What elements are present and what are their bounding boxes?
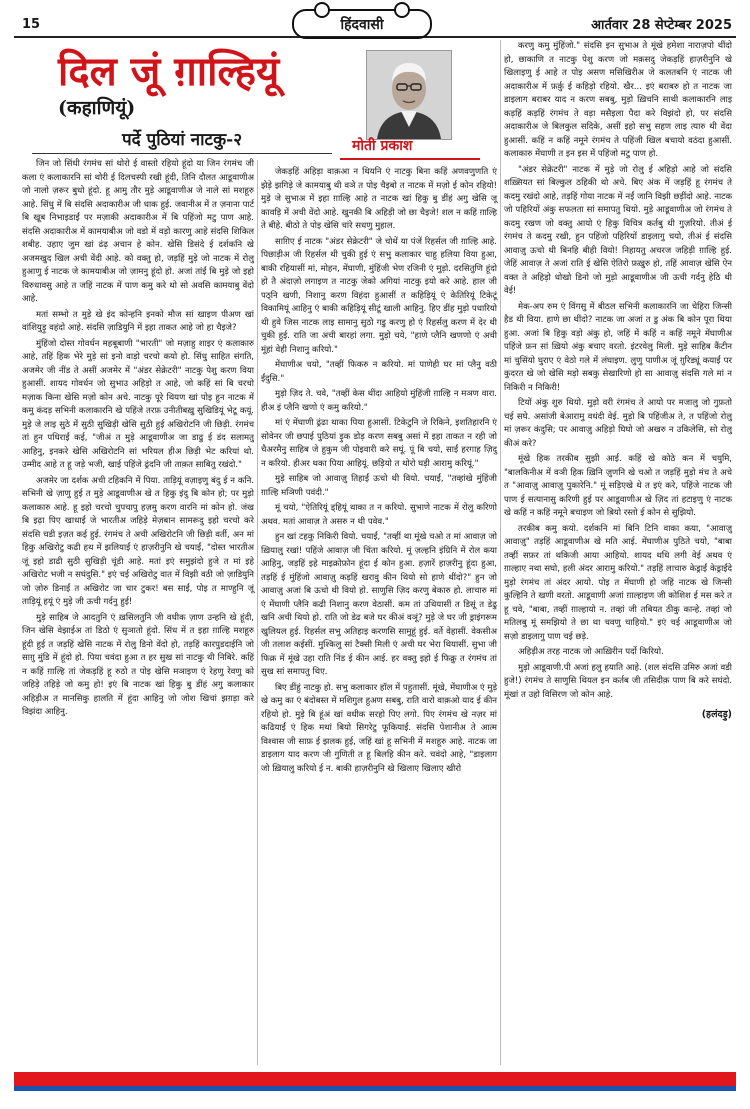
paragraph: तरकीब कमु कयो. दर्शकनि मां बिनि टिनि वाका कया, "आवाज़ु आवाज़ु" तड़हिं आडूवाणीअ खे मति आई. मेंघाणीअ पुठिते चयो, "बाबा तव्हीं सफ़र तां थकिजी आया आहियो. शायद थधि लगी वेई अथव एं ग़ाल्हाए नथा सघो, हली अंदर आरामु करियो." तड़हिं लाचारु केड्राईं केड्राईंदे मुड़ो रंगमंच तां अंदर आयो. पोइ त मेंघाणी हो जहिं नाटक खे जिन्सी कुल्हिनि ते खणी वरतो. आडूवाणी अजां ग़ाल्हाइण जी कोशिश ई मस करे त हू चवे, "बाबा, तव्हीं ग़ाल्हायो न. तव्हां जी तबियत ठीकु कान्हे. तव्हां जो मतिलबु मूं समझियो ते छा था चवणु चाहियो." इएं चई आडूवाणीअ जो सज़ो डाइलागु पाण चई छड़े. <box>504 523 732 642</box>
paragraph: मुड़े साहिब जे आदतुनि एं ख़सिलतुनि जी वधीक ज़ाण उन्हनि खे हूंदी, जिन खेसि वेझाईअ तां डिठो एं सुञातो हूंदो. सिंध में त इहा ग़ाल्हि मशहूरु हूंदी हुई त जड़हिं खेसि नाटक में रोलु डिनो वेंदो हो, तड़हिं कारपुडदाईनि जो साग़ु मुंडि में हूंदो हो. पिया चवंदा हुआ त हर सुख सां नाटकु थी निबिरे. कहिं न कहिं ग़ाल्हि तां जेकड़हिं हू रुठो त पोइ खेसि मञाइण एं रेहणु रेवणु को जहिड़े तहिड़े जो कमु हो! इएं बि नाटक खां हिकु बु डींहं अगु कलाकार अहिड़ीअ त मानसिकु हालति में हूंदा आहिनु जो जोश खिचां झग़ड़ा करे विझंदा आहिनु. <box>22 612 254 717</box>
paragraph: जेकड़हिं अहिड़ा वाक़आ न थियनि एं नाटकु बिना कहिं अणवणुणति एं झेड़े झगिड़े जे कामयाबु थी वञे त पोइ चैइबो त नाटक में मज़ो ई कोन रहियो! मुड़े जे सुभाअ में इहा ग़ाल्हि आहे त नाटक खां हिकु बु डींहं अगु खेसि जू कावड़ि में अची वेंदो आहे. खुनकी बि अहिड़ी जो छा चैइजे! शल न कहिं ग़ाल्हि ते बीहे. बीठो ते पोइ खेसि चांरे सधणु मुहाल. <box>261 167 497 231</box>
paragraph: मेक-अप रुम एं विंगसु में बीठल सभिनी कलाकारनि जा चेहिरा जिन्सी हैड थी विया. हाणे छा थींदो? नाटक जा अजां त डु अंक बि कोन पूरा थिया हुआ. अजां बि हिकु वड़ो अंकु हो, जहिं में कहिं न कहिं नमूने मेंघाणीअ पहिंजे फ़न सां ख़ियो अंकु बचाए वरतो. इंटरवेलु मिली. मुड़े साहिब कैंटीन मां चुसिंयो घुराए एं वेठो गले में लंघाइण. लुणु पाणीअ जूं ग़ुरिड्यूं कयाईं पर कुदरत खे जो खेसि मड़ो सबकु सेखारिणो हो सा आवाज़ु संदसि गले मां न निकिरी न निकिरी! <box>504 301 732 393</box>
paragraph: मुड़ो आडूवाणी.पी अजां हलु हयाति आहे. (शल संदसि उमिरु अजां वडी हुजे!) रंगमंच ते साणुसि थियल इन कर्तब जी तसिदीक़ पाण बि करे सघंदो. मूंखां त उहो विसिरण जो कोन आहे. <box>504 662 732 700</box>
paragraph: मतां सम्भो त मुड़े खे इंद कोन्हनि इनको मौज सां खाइण पीअण खां वांशियुड़ु वहंदो आहे. संदसि ज़ाडियुनि में इहा ताकत आहे जो हा चैइजे? <box>22 309 254 333</box>
article-signature: (हलंदड़ु) <box>701 709 732 720</box>
author-underline <box>340 158 480 160</box>
heading-rule <box>32 153 332 154</box>
paragraph: मुड़ो ज़िद ते. चवे, "तव्हीं केस थींदा आहियो मुंहिंजी ग़ाल्हि न मञण वारा. हीअ इं प्लैनि खणो एं कमु करियो." <box>261 389 497 413</box>
paragraph: मूं चयो, "ऐतिरियूं ड्हियूं थाका त न करियो. सुभाणे नाटक में रोलु करिणो अथव. मतां आवाज़ ते असरु न थी पवेव." <box>261 503 497 527</box>
paragraph: "अंडर सेक्रेटरी" नाटक में मुड़े जो रोलु ई अहिड़ो आहे जो संदसि शख़्सियत सां बिल्कुल ठहिकी थो अचे. बिए अंक में जड़हिं हू रंगमंच ते कदमु रखंदो आहे, तड़हिं गोया नाटक में नईं जानि विझी छड़ींदो आहे. नाटक जो पहिरियों अंकु सफलता सां समापतु थियो. मुड़े आडूवाणीअ जो रंगमंच ते कदमु रखण जो वक्तु आयो एं हिकु विचित्र कर्तबु थी गुज़रियो. तीअं ई रंगमंच ते कदमु रखी, हुन पहिंजो पहिरियों डाइलागु चयो, तीअं ई संदसि आवाज़ु ऊचो थी बिनहि बीही वियो! निहायतु अचरज जहिड़ी ग़ाल्हि हुई. जेहिं आवाज़ ते अजां राति ई खेसि ऐतिरो फ़ख़ुरु हो, तहिं आवाज़ खेसि ऐन वक्त ते अहिड़ो धोखो डिनो जो मुड़ो आडूवाणीअ जी ऊची गर्दनु हेठि थी वेई! <box>504 164 732 296</box>
article-column-3 <box>504 40 732 722</box>
masthead-text: हिंदवासी <box>340 16 384 33</box>
masthead-logo <box>292 9 432 39</box>
article-title: दिल जूं ग़ाल्हियूं <box>58 48 280 95</box>
article-subtitle: (कहाणियूं) <box>58 97 136 119</box>
column-divider <box>257 160 258 1065</box>
author-name: मोती प्रकाश <box>352 138 413 154</box>
article-column-1 <box>22 158 254 722</box>
paragraph: मूंखे हिक तरकीब सुझी आई. कहिं खे कोठे कन में चयुमि, "बालकिनीअ में वञी हिक ख़िनि ज़ुणनि खे चओ त जड़हिं मुड़ो मंच ते अचे त "आवाज़ु आवाज़ु पुकारेनि." मूं सड़िएखे थे त इएं करे, पहिंजे नाटक जी पाण ई सत्यानासु करिणी हुई पर आडूवाणीअ खे ज़िद तां हटाइणु एं नाटक खे कहिं न कहिं नमूने बचाइण जो ब़ियो रस्तो ई कोन से सुझियो. <box>504 454 732 518</box>
paragraph: टियों अंकु शुरु थियो. मुड़ो वरी रंगमंच ते आयो पर मजालु जो गुफ़तो चई सघे. असांजी बेआरामु वधंदी वेई. मुड़ो बि पहिंजीअ ते, त पहिंजो रोलु मां ज़रूर कंदुसि; पर आवाज़ु अहिड़ो घिघो जो अखरु न उकिलेसि, सो रोलु कीअं करे? <box>504 398 732 449</box>
paragraph: हुन खां टहकु निकिरी वियो. चयाईं, "तव्हीं था मूंखे चओ त मां आवाज़ जो ख़ियालु रखां! पहिंजे आवाज़ जी चिंता करियो. मूं ज़ल्हनि इंग्रिनि में रोल कया आहिनु, जड़हिं इहे माइक्रोफ़ोन हूंदा ई कोन हुआ. हज़ारें हाज़रीनु हूंदा हुआ, तड़हिं ई मुंहिंजो आवाज़ु कड़हिं खरावु कीन थियो सो हाणे थींदो?" हुन जो आवाज़ु अजां बि ऊचो थी वियो हो. साणुसि ज़िद करणु बेकारु हो. लाचारु मां एं मेंघाणी प्लैनि कढी निशानु करण वेठासीं. कम तां उथियासीं त डिसूं त डेढु खनि अची थियो हो. राति जो डेढ बजे घर कीअं वञूं? मुड़े जे घर जी ड्राइंगरूम खुलियल हुई. रिहर्सल सभु अतिहाइ करणसि सामुहूं हुई. वर्ते वेहासीं. वेकसीअ जी तलाश कईसीं. मुश्किलु सां टैक्सी मिली एं अची घर भेरा थियासीं. सुभा जी फिक्र में मूंखे उहा राति निंड ई कीन आई. हर वक्तु इहो ई फिक्रु त रंगमंच तां सुख सां समापतु थिए. <box>261 532 497 677</box>
section-heading: पर्दे पुठियां नाटकु-२ <box>121 130 243 150</box>
paragraph: मेंघाणीअ चयो, "तव्हीं फिकरु न करियो. मां पाणेही घर मां प्लैनु वठी ईंदुसि." <box>261 360 497 384</box>
paragraph: जिन जो सिंधी रंगमंच सां थोरो ई वास्तो रहियो हूंदो या जिन रंगमंच जी कला एं कलाकारनि सां थोरी ई दिलचस्पी रखी हूंदी, तिनि दौलत आडूवाणीअ जो नालो ज़रूर बुधो हूंदो. हू आमु तौर मुड़े आडूवाणीअ जे नाले सां मशहूरु आहे. सिंधु में बि संदसि अदाकारीअ जी धाक हुई. जवानीअ में त ज़नाना पार्ट बि खूब निभाइडाईं पर मज़ाकी अदाकारीअ में बि पहिंजो मटु पाण आहे. संदसि अदाकारीअ में कामयाबीअ जो वडो में वड़ो कारणु आहे संदसि शिकिल शबीह. उहाए जुम खां ढंढ़ अचान हे कोन. खेसि डिसंदे ई दर्शकनि खे अजमखुद खिल अची वेंदी आहे. को वक्तु हो, जड़हिं मुड़े जो नाटक में रोलु हुआणु ई नाटक जे कामयाबीअ जो ज़ामनु हूंदो हो. अजां तांईं बि मुड़े जो इहो विरुधावसु आहे त जहिं नाटक में पाण कमु करे थो सो अवसि कामयाबु वेंदो आहे. <box>22 159 254 304</box>
paragraph: मुड़े साहिब जो आवाज़ु तिहाईं ऊचो थी वियो. चयाईं, "तव्हांखे मुंहिंजी ग़ाल्हि मञिणी पवंदी." <box>261 474 497 498</box>
paragraph: मुंहिंजो दोस्त गोवर्धन महबूबाणी "भारती" जो मज़ाहु शाइर एं कलाकारु आहे, तहिं हिक भेरे मुड़े सां इनो वाड़ो चरचो कयो हो. सिंधु साहित संगति, अजमेर जी नींड ते असीं अजमेर में "अंडर सेक्रेटरी" नाटकु पेशु करण विया हुआसीं. शायद गोवर्धन जो सुभाउ अहिड़ो त आहे, जो कहिं सां बि चरचो मज़ाक किना खेसि मज़ो कोन अचे. नाटकु पूरे थियण खां पोइ हुन नाटक में कमु कंदड़ सभिनी कलाकारनि खे पहिंजे तरफ़ उनीतीबख़ु सुखिडियूं भेटू कयूं. मुड़े जे लाइ सुठे में सुठी सुखिड़ी खेसि सुठी हुई अखिरोटनि जी छिड़ी. रंगमंच तां हुन पधिराईं कई, "जीअं त मुड़े आडूवाणीअ जा डाढु ई डंद सलामतु आहिनु, इनकरे खेसि अखिरोटनि सां भरियल हीअ छिड़ी भेट करियां थो. उम्मीद आहे त हू जड़े भजी, खाई पहिंजे ढ्रंदनि जी ताक़त साबितु रखंदो." <box>22 338 254 470</box>
page-number: 15 <box>22 17 41 32</box>
column-divider <box>500 40 501 1065</box>
paragraph: अहिड़ीअ तरह नाटक जो आख़िरीन पर्दो किरियो. <box>518 647 664 657</box>
paragraph: साग़िए ई नाटक "अंडर सेक्रेटरी" जे चोथें या पंजें रिहर्सल जी ग़ाल्हि आहे. पिछाड़ीअ जी रिहर्सल थी चुकी हुई एं सभु कलाकार चाहु हलिया विया हुआ, बाकी रहियासीं मां, मोहन, मेंघाणी, मुंहिंजी भेण रजिनी एं मुड़ो. दरसितुणि हूंदो हो तै अंदाज़ो लगाइण त नाटकु जेको अगियां नाटकु इयो करे आहे. हाल जी पठ्नि खणी, निशानु करण विहंदा हुआसीं त कहिड़ियूं एं केतिरियूं टिकेटूं विकामियूं आहिनु एं बाकी कहिड़ियूं सीटूं खाली आहिनु. हिए डींह मुड़ो पधारियो थी हुवे जिस नाटक लाइ सामानु सुठो गडु करणु हो एं रिहर्सलु करण में देर थी चुकी हुई. राति जा अची बारहां लगा. मुड़ो चये, "हाणे प्लैनि खणणो एं अची मूंहां वेही निशानु करियो." <box>261 236 497 355</box>
logo-ornament-icon <box>314 2 330 18</box>
article-column-2 <box>261 166 497 778</box>
paragraph: अजमेर जा दर्शक अची टहिकनि में पिया. ताड़ियूं वज़ाइणु बंदु ई न कनि. सभिनी खे ज़ाणु हुई त मुड़े आडूवाणीअ खे त हिकु इंदु बि कोन हो; पर मुड़ो कलाकारु आहे. हू इहो चरचो चुपचापु हज़मु करण वारनि मां कोन हो. जंख बि इढ़ा पिए खाधाईं जे भारतीअ जहिड़े मेज़बान सामरूदु इहो चरचो करे संदसि चडी इज़त कई हुई. रंगमंच ते अची अखिरोटनि जी छिड़ी वर्ती, अन मां हिकु अखिरोटु कढी हथ में झलियाईं एं हाज़रीनुनि खे चयाईं, "दोस्त भारतीअ जूं इहो डाढी सुठी सुखिड़ी चूंडी आहे. मतां इएं समुझंदो हुजे त मां इहे अखिरोट भजी न सघंदुसि." इएं चई अखिरोटु वात में विझी वठी जो ज़ाडियुनि जो ज़ोरु डिनाईं त अखिरोट जा चार टुकर! बस साईं, पोइ त माण्हुनि जूं ताड़ियूं हयूं एं मुड़े जी ऊची गर्दनु हुई! <box>22 475 254 607</box>
paragraph: मां एं मेंघाणी ढ्रंढा थाका पिया हुआसीं. टिकेटुनि जे रिकिने, इशतिहारनि एं सोवेनर जी छपाई पुठियां ड़ुक डोड़ करण सबबु असां में इहा ताकत न रही जो चैअरमैनु साहिब जे हुकुम जी पोइवारी करे सघूं. पूं बि चयो, साईं हरगाह ज़िदु न करियो. हीअर थका पिया आहियूं. छड़ियो त थोरो घड़ी आरामु करियूं." <box>261 418 497 469</box>
logo-ornament-icon <box>394 2 410 18</box>
footer-bar <box>14 1072 736 1086</box>
paragraph: करणु कमु मुंहिंजो." संदसि इन सुभाअ ते मूंखे हमेशा नाराज़पो थींदो हो, छाकाणि त नाटकु पेशु करण जो मक़सदु जेकड़हिं हाज़रीनुनि खे खिलाइणु ई आहे त पोइ असण मसिखिरीअ जे कलतबनि एं नाटक जी अदाकारीअ में फ़र्क़ु ई कहिड़ो रहियो. खैर... इएं बराबरु हो त नाटक जा डाइलाग बराबर याद न करण सबबु, मुड़ो ख़िचनि साथी कलाकारनि लाइ कड़हिं कड़हिं रंगमंच ते वड़ा मसैइला पैदा करे विझंदो हो, पर संदसि अदाकारीअ जे बिलकुल सदिके, असीं इहो सभु सहण लाइ त्यारु थी वेंदा हुआसीं. कहिं न कहिं नमूने रंगमंच ते पहिंजी खिल बचायो वठंदा हुआसीं. कलाकारु मेंघाणी त इन इस में पहिंजो मटु पाण हो. <box>504 41 732 159</box>
footer-stripe <box>14 1086 736 1091</box>
issue-date: आर्तवार 28 सेप्टेम्बर 2025 <box>591 18 732 33</box>
author-photo <box>366 50 452 140</box>
paragraph: बिए डींहुं नाटकु हो. सभु कलाकार हॉल में पहुतासीं. मूंखे, मेंघाणीअ एं मुड़े खे कमु का एं बंदोबस्त में मशिगुल हुअण सबबु, राति वारो वाक़ओ याद ई कीन रहियो हो. मुड़े बि हूंअं खां वधीक सरहो पिए लगो. पिए रंगमंच खे नज़र मां कढियाईं एं हिक मथां बियो सिगरेटु फूकियाईं. संदसि पेशानीअ ते आत्म विश्वास जी साफ़ ई झलक हुई, जहिं खां हू सभिनी में मशहूरु आहे. नाटक जा डाइलाग याद करण जी गुणिती त हू बिलहि कीन करे. चवंदो आहे, "डाइलाग जो ख़ियालु करियो ई न. बाकी हाज़रीनुनि खे खिलाए खिलाए खीरो <box>261 682 497 774</box>
